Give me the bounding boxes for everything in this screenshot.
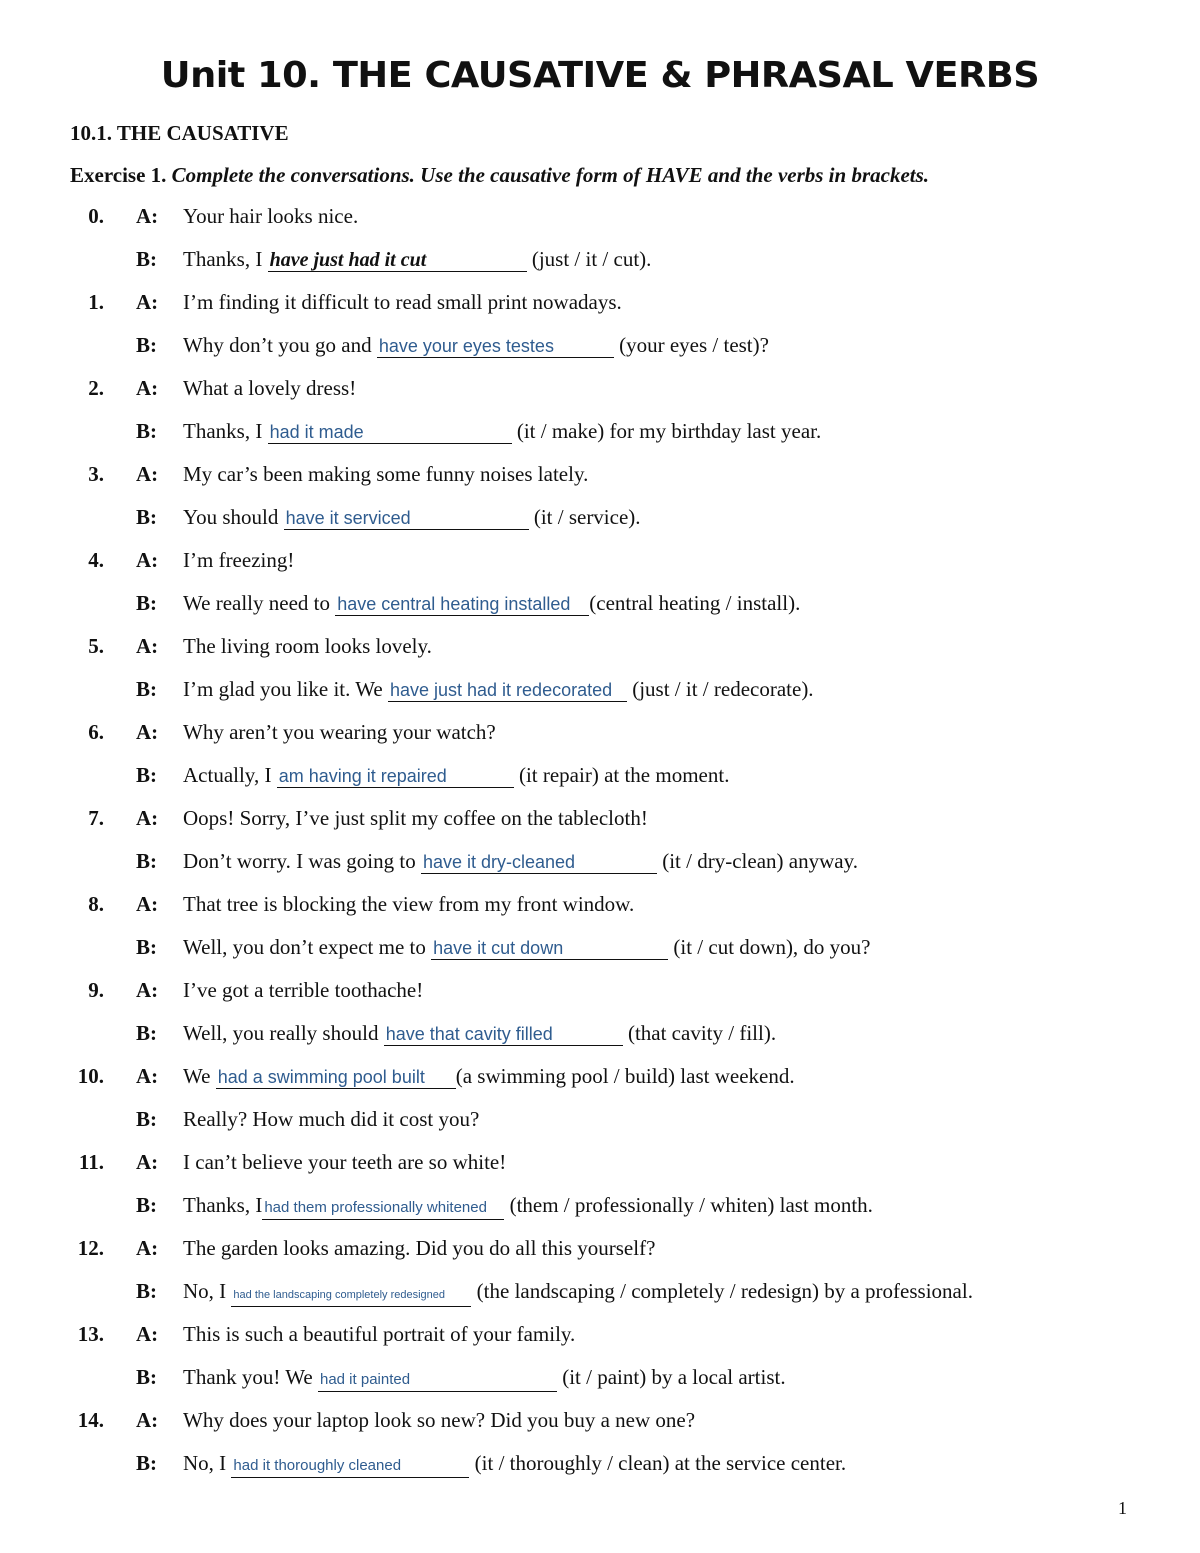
answer-blank — [421, 850, 657, 874]
item-number: 7. — [88, 806, 104, 830]
answer-blank — [231, 1280, 471, 1307]
line-b-text — [183, 932, 871, 962]
line-b-suffix: (your eyes / test)? — [613, 333, 769, 357]
dialogue-line-a — [0, 889, 1200, 919]
dialogue-line-a — [0, 287, 1200, 317]
line-a-text: Your hair looks nice. — [183, 204, 359, 228]
line-b-suffix: (them / professionally / whiten) last month. — [504, 1193, 873, 1217]
line-b-prefix: Don’t worry. I was going to — [183, 849, 421, 873]
answer-blank — [388, 678, 627, 702]
line-b-text: Really? How much did it cost you? — [183, 1107, 480, 1131]
speaker-a-label: A: — [136, 462, 159, 486]
answer-blank — [431, 936, 668, 960]
answer-text: have it serviced — [285, 508, 411, 528]
line-a-text: Why does your laptop look so new? Did you buy a new one? — [183, 1408, 696, 1432]
line-b-suffix: (just / it / cut). — [526, 247, 652, 271]
item-number: 1. — [88, 290, 104, 314]
speaker-b-label: B: — [136, 1365, 157, 1389]
dialogue-line-b — [0, 1018, 1200, 1048]
line-b-text — [183, 330, 769, 360]
line-b-prefix: No, I — [183, 1451, 232, 1475]
speaker-b-label: B: — [136, 333, 157, 357]
speaker-b-label: B: — [136, 677, 157, 701]
answer-blank — [284, 506, 529, 530]
speaker-b-label: B: — [136, 935, 157, 959]
item-number: 6. — [88, 720, 104, 744]
dialogue-line-a — [0, 717, 1200, 747]
line-a-text: This is such a beautiful portrait of your family. — [183, 1322, 576, 1346]
item-number: 9. — [88, 978, 104, 1002]
speaker-a-label: A: — [136, 806, 159, 830]
line-b-prefix: Thanks, I — [183, 1193, 263, 1217]
line-b-prefix: You should — [183, 505, 284, 529]
item-number: 8. — [88, 892, 104, 916]
dialogue-line-a — [0, 201, 1200, 231]
answer-text: have your eyes testes — [378, 336, 554, 356]
answer-blank — [216, 1065, 456, 1089]
dialogue-line-a — [0, 1319, 1200, 1349]
line-b-prefix: Thanks, I — [183, 419, 268, 443]
dialogue-line-a — [0, 459, 1200, 489]
line-b-text — [183, 846, 858, 876]
line-a-text: That tree is blocking the view from my front window. — [183, 892, 635, 916]
speaker-b-label: B: — [136, 1451, 157, 1475]
speaker-a-label: A: — [136, 1064, 159, 1088]
item-number: 2. — [88, 376, 104, 400]
item-number: 0. — [88, 204, 104, 228]
line-b-prefix: We really need to — [183, 591, 336, 615]
speaker-a-label: A: — [136, 290, 159, 314]
item-number: 12. — [77, 1236, 104, 1260]
line-b-suffix: (just / it / redecorate). — [626, 677, 814, 701]
dialogue-line-b — [0, 1362, 1200, 1392]
line-b-prefix: Actually, I — [183, 763, 277, 787]
answer-text: have central heating installed — [337, 594, 571, 614]
answer-text: had a swimming pool built — [217, 1067, 425, 1087]
line-b-text — [183, 760, 729, 790]
item-number: 10. — [77, 1064, 104, 1088]
answer-blank — [318, 1366, 557, 1392]
dialogue-line-b — [0, 1104, 1200, 1134]
speaker-a-label: A: — [136, 1408, 159, 1432]
dialogue-line-b — [0, 502, 1200, 532]
dialogue-line-a — [0, 975, 1200, 1005]
line-b-suffix: (it / paint) by a local artist. — [556, 1365, 786, 1389]
answer-text: have it cut down — [433, 938, 564, 958]
exercise-instruction: Complete the conversations. Use the causative form of HAVE and the verbs in brackets. — [171, 163, 930, 187]
answer-blank — [384, 1022, 623, 1046]
line-b-prefix: Thanks, I — [183, 247, 268, 271]
speaker-b-label: B: — [136, 849, 157, 873]
line-a-text: The garden looks amazing. Did you do all this yourself? — [183, 1236, 656, 1260]
line-a-text: My car’s been making some funny noises lately. — [183, 462, 589, 486]
speaker-b-label: B: — [136, 763, 157, 787]
line-a-text: Oops! Sorry, I’ve just split my coffee on the tablecloth! — [183, 806, 648, 830]
line-a-text: I’m finding it difficult to read small print nowadays. — [183, 290, 622, 314]
item-number: 11. — [78, 1150, 104, 1174]
answer-text: had the landscaping completely redesigned — [233, 1289, 446, 1301]
dialogue-line-b — [0, 244, 1200, 274]
speaker-a-label: A: — [136, 204, 159, 228]
speaker-b-label: B: — [136, 247, 157, 271]
dialogue-line-a — [0, 1147, 1200, 1177]
answer-text: have just had it redecorated — [389, 680, 613, 700]
line-b-prefix: Thank you! We — [183, 1365, 318, 1389]
page-number: 1 — [1118, 1498, 1127, 1518]
speaker-b-label: B: — [136, 1107, 157, 1131]
dialogue-line-b — [0, 1448, 1200, 1478]
answer-blank — [277, 764, 514, 788]
line-b-suffix: (it / thoroughly / clean) at the service center. — [469, 1451, 847, 1475]
speaker-a-label: A: — [136, 376, 159, 400]
dialogue-line-a — [0, 1233, 1200, 1263]
answer-text: have just had it cut — [269, 249, 427, 271]
line-a-text: Why aren’t you wearing your watch? — [183, 720, 496, 744]
speaker-a-label: A: — [136, 1236, 159, 1260]
line-a-text — [183, 1061, 795, 1091]
dialogue-line-b — [0, 846, 1200, 876]
line-b-text — [183, 1276, 973, 1307]
speaker-a-label: A: — [136, 892, 159, 916]
speaker-b-label: B: — [136, 419, 157, 443]
speaker-a-label: A: — [136, 548, 159, 572]
speaker-a-label: A: — [136, 634, 159, 658]
line-b-suffix: (it repair) at the moment. — [513, 763, 730, 787]
line-b-text — [183, 502, 641, 532]
line-b-text — [183, 416, 821, 446]
line-b-suffix: (it / dry-clean) anyway. — [656, 849, 858, 873]
speaker-a-label: A: — [136, 720, 159, 744]
answer-text: had them professionally whitened — [264, 1199, 487, 1216]
section-title: 10.1. THE CAUSATIVE — [70, 121, 289, 145]
line-b-text — [183, 588, 800, 618]
line-a-text: I’m freezing! — [183, 548, 295, 572]
line-a-text: The living room looks lovely. — [183, 634, 432, 658]
item-number: 3. — [88, 462, 104, 486]
dialogue-line-a — [0, 631, 1200, 661]
answer-blank — [268, 248, 527, 272]
line-b-prefix: No, I — [183, 1279, 232, 1303]
item-number: 5. — [88, 634, 104, 658]
answer-text: had it made — [269, 422, 364, 442]
line-b-prefix: Well, you don’t expect me to — [183, 935, 432, 959]
line-b-text — [183, 1190, 873, 1220]
line-b-text — [183, 1448, 846, 1478]
answer-text: am having it repaired — [278, 766, 447, 786]
page-title: Unit 10. THE CAUSATIVE & PHRASAL VERBS — [160, 55, 1040, 96]
item-number: 4. — [88, 548, 104, 572]
line-b-prefix: Why don’t you go and — [183, 333, 377, 357]
answer-blank — [231, 1452, 469, 1478]
line-a-prefix: We — [183, 1064, 216, 1088]
line-b-text — [183, 1018, 776, 1048]
answer-text: have it dry-cleaned — [422, 852, 576, 872]
answer-blank — [335, 592, 589, 616]
dialogue-line-b — [0, 588, 1200, 618]
line-b-suffix: (that cavity / fill). — [622, 1021, 777, 1045]
speaker-b-label: B: — [136, 505, 157, 529]
line-a-text: I can’t believe your teeth are so white! — [183, 1150, 507, 1174]
dialogue-line-b — [0, 760, 1200, 790]
answer-text: had it painted — [319, 1371, 411, 1388]
answer-blank — [262, 1194, 504, 1220]
answer-blank — [268, 420, 512, 444]
speaker-b-label: B: — [136, 1193, 157, 1217]
line-b-suffix: (it / service). — [528, 505, 641, 529]
line-b-suffix: (it / make) for my birthday last year. — [511, 419, 822, 443]
exercise-label: Exercise 1. — [70, 163, 167, 187]
dialogue-line-b — [0, 1276, 1200, 1306]
dialogue-line-b — [0, 330, 1200, 360]
dialogue-line-b — [0, 674, 1200, 704]
line-b-suffix: (the landscaping / completely / redesign) by a professional. — [471, 1279, 973, 1303]
line-b-text — [183, 674, 814, 704]
answer-text: had it thoroughly cleaned — [233, 1457, 402, 1474]
line-b-suffix: (central heating / install). — [589, 591, 801, 615]
dialogue-line-b — [0, 1190, 1200, 1220]
dialogue-line-b — [0, 932, 1200, 962]
line-a-text: I’ve got a terrible toothache! — [183, 978, 424, 1002]
dialogue-line-a — [0, 373, 1200, 403]
answer-blank — [377, 334, 614, 358]
answer-text: have that cavity filled — [385, 1024, 553, 1044]
speaker-a-label: A: — [136, 1322, 159, 1346]
item-number: 13. — [77, 1322, 104, 1346]
dialogue-line-b — [0, 416, 1200, 446]
line-b-prefix: Well, you really should — [183, 1021, 384, 1045]
line-b-suffix: (it / cut down), do you? — [668, 935, 871, 959]
line-a-suffix: (a swimming pool / build) last weekend. — [455, 1064, 795, 1088]
speaker-b-label: B: — [136, 591, 157, 615]
line-b-text — [183, 1362, 786, 1392]
speaker-a-label: A: — [136, 978, 159, 1002]
line-b-prefix: I’m glad you like it. We — [183, 677, 388, 701]
dialogue-line-a — [0, 1405, 1200, 1435]
item-number: 14. — [77, 1408, 104, 1432]
speaker-a-label: A: — [136, 1150, 159, 1174]
dialogue-line-a — [0, 803, 1200, 833]
speaker-b-label: B: — [136, 1279, 157, 1303]
speaker-b-label: B: — [136, 1021, 157, 1045]
dialogue-line-a — [0, 1061, 1200, 1091]
dialogue-line-a — [0, 545, 1200, 575]
line-a-text: What a lovely dress! — [183, 376, 357, 400]
line-b-text — [183, 244, 651, 274]
